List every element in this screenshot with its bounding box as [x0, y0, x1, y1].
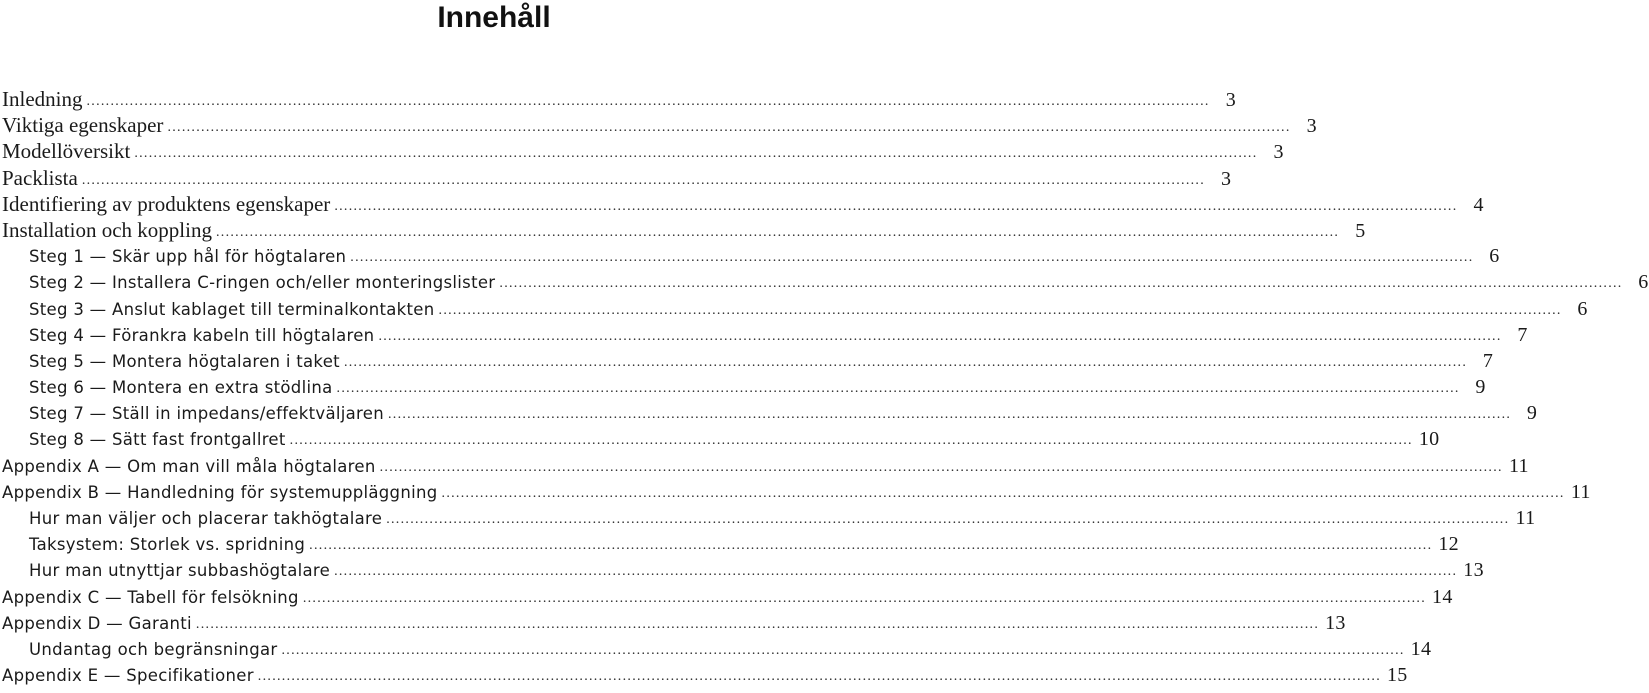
toc-entry-page-number: 15	[1387, 664, 1408, 687]
toc-entry-label: Hur man utnyttjar subbashögtalare	[29, 561, 331, 581]
toc-entry-page-number: 3	[1273, 141, 1284, 164]
toc-entry-page-number: 12	[1438, 533, 1459, 556]
dot-leader	[303, 586, 1426, 612]
dot-leader	[216, 220, 1339, 246]
toc-entry-label: Steg 6 — Montera en extra stödlina	[29, 378, 333, 398]
toc-entry-label: Hur man väljer och placerar takhögtalare	[29, 509, 383, 528]
toc-entry[interactable]	[0, 348, 1494, 374]
toc-entry[interactable]	[0, 479, 1591, 505]
toc-entry-page-number: 6	[1489, 245, 1500, 268]
toc-entry[interactable]	[0, 557, 1484, 583]
toc-entry-page-number: 11	[1515, 507, 1536, 529]
dot-leader	[134, 141, 1257, 167]
toc-entry-label: Steg 5 — Montera högtalaren i taket	[29, 351, 340, 371]
dot-leader	[196, 612, 1319, 638]
dot-leader	[337, 376, 1460, 402]
toc-entry[interactable]	[0, 610, 1346, 636]
dot-leader	[378, 324, 1501, 350]
toc-entry[interactable]	[0, 374, 1486, 400]
dot-leader	[290, 428, 1413, 454]
toc-entry-label: Steg 3 — Anslut kablaget till terminalkontakten	[29, 299, 435, 319]
toc-entry-page-number: 9	[1526, 402, 1538, 425]
toc-entry-page-number: 3	[1225, 89, 1236, 111]
toc-entry[interactable]	[0, 400, 1538, 426]
dot-leader	[388, 402, 1511, 428]
toc-entry-page-number: 7	[1482, 349, 1494, 372]
toc-entry-page-number: 9	[1475, 376, 1486, 399]
toc-entry[interactable]	[0, 138, 1284, 164]
toc-entry-label: Appendix E — Specifikationer	[2, 666, 254, 686]
toc-entry[interactable]	[0, 165, 1232, 191]
dot-leader	[86, 89, 1209, 115]
toc-entry-label: Steg 8 — Sätt fast frontgallret	[29, 430, 286, 450]
toc-entry[interactable]	[0, 531, 1459, 557]
toc-entry[interactable]	[0, 86, 1236, 112]
toc-entry-page-number: 13	[1325, 611, 1346, 634]
toc-entry[interactable]	[0, 584, 1453, 610]
table-of-contents	[0, 86, 1649, 688]
toc-entry-label: Appendix C — Tabell för felsökning	[2, 587, 299, 607]
toc-entry-label: Steg 4 — Förankra kabeln till högtalaren	[29, 325, 375, 345]
toc-entry-label: Steg 1 — Skär upp hål för högtalaren	[29, 247, 347, 267]
dot-leader	[281, 638, 1404, 664]
toc-entry-page-number: 7	[1517, 323, 1528, 346]
toc-entry[interactable]	[0, 636, 1432, 662]
toc-entry[interactable]	[0, 243, 1500, 269]
toc-entry-page-number: 6	[1577, 297, 1588, 320]
toc-entry-page-number: 4	[1473, 193, 1484, 216]
dot-leader	[334, 559, 1457, 585]
toc-entry-page-number: 11	[1508, 454, 1529, 477]
toc-entry-label: Taksystem: Storlek vs. spridning	[29, 535, 306, 555]
toc-entry-page-number: 6	[1638, 271, 1649, 294]
toc-entry-page-number: 3	[1306, 115, 1317, 138]
dot-leader	[82, 168, 1205, 194]
toc-entry-label: Appendix B — Handledning för systemuppläggning	[2, 482, 438, 502]
toc-entry[interactable]	[0, 505, 1536, 531]
toc-entry[interactable]	[0, 217, 1366, 243]
dot-leader	[258, 664, 1381, 690]
toc-entry-label: Steg 7 — Ställ in impedans/effektväljaren	[29, 404, 384, 424]
toc-entry[interactable]	[0, 191, 1484, 217]
toc-entry-label: Installation och koppling	[2, 217, 212, 242]
dot-leader	[442, 481, 1565, 507]
toc-entry[interactable]	[0, 662, 1408, 688]
toc-entry-page-number: 11	[1570, 480, 1591, 503]
dot-leader	[334, 194, 1457, 220]
toc-entry[interactable]	[0, 112, 1317, 138]
toc-entry[interactable]	[0, 426, 1440, 452]
toc-entry-page-number: 14	[1432, 585, 1453, 608]
dot-leader	[380, 455, 1503, 481]
dot-leader	[344, 350, 1467, 376]
toc-entry[interactable]	[0, 269, 1649, 295]
toc-entry-label: Packlista	[2, 165, 78, 190]
dot-leader	[499, 271, 1622, 297]
toc-entry-label: Undantag och begränsningar	[29, 639, 278, 659]
dot-leader	[350, 245, 1473, 271]
dot-leader	[386, 507, 1509, 533]
toc-entry-label: Inledning	[2, 87, 83, 111]
toc-entry-label: Appendix D — Garanti	[2, 613, 192, 633]
toc-entry-label: Steg 2 — Installera C-ringen och/eller monteringslister	[29, 273, 496, 293]
toc-entry-label: Identifiering av produktens egenskaper	[2, 191, 331, 216]
toc-entry-page-number: 14	[1410, 637, 1432, 660]
toc-entry-page-number: 3	[1221, 167, 1232, 190]
toc-entry-label: Appendix A — Om man vill måla högtalaren	[2, 456, 376, 476]
toc-entry-label: Viktiga egenskaper	[2, 113, 164, 138]
toc-entry[interactable]	[0, 453, 1529, 479]
toc-entry[interactable]	[0, 322, 1528, 348]
page-title: Innehåll	[437, 1, 551, 34]
toc-entry-page-number: 10	[1418, 428, 1440, 451]
toc-entry-page-number: 13	[1463, 559, 1484, 582]
dot-leader	[439, 298, 1562, 324]
toc-entry[interactable]	[0, 296, 1588, 322]
dot-leader	[167, 115, 1290, 141]
toc-entry-label: Modellöversikt	[2, 139, 131, 164]
dot-leader	[309, 533, 1432, 559]
toc-entry-page-number: 5	[1355, 219, 1366, 242]
